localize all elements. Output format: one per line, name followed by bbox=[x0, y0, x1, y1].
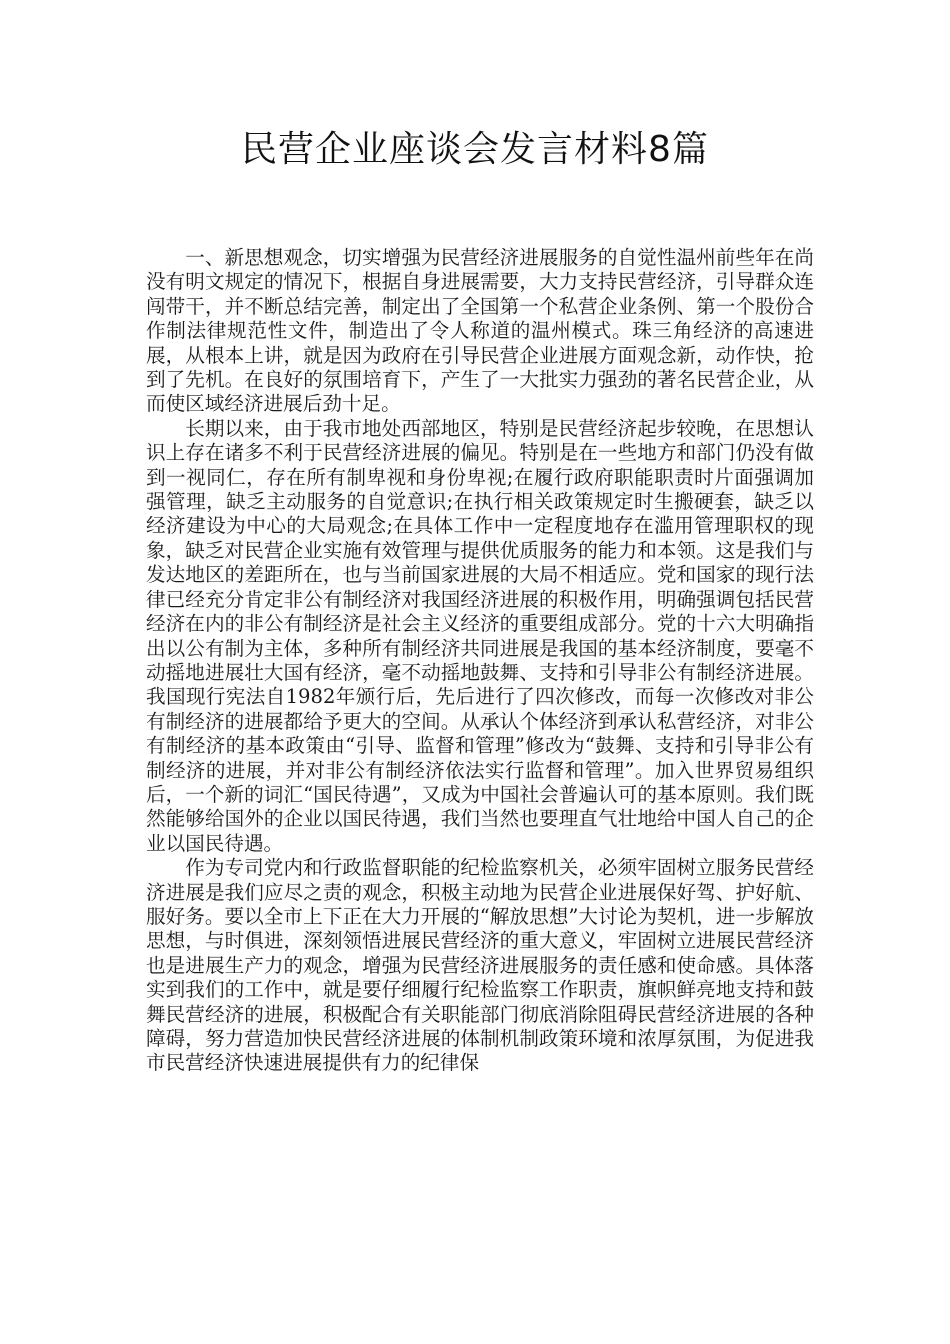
paragraph-2: 长期以来，由于我市地处西部地区，特别是民营经济起步较晚，在思想认识上存在诸多不利于民营经济进展的偏见。特别是在一些地方和部门仍没有做到一视同仁，存在所有制卑视和身份卑视;在履行政府职能职责时片面强调加强管理，缺乏主动服务的自觉意识;在执行相关政策规定时生搬硬套，缺乏以经济建设为中心的大局观念;在具体工作中一定程度地存在滥用管理职权的现象，缺乏对民营企业实施有效管理与提供优质服务的能力和本领。这是我们与发达地区的差距所在，也与当前国家进展的大局不相适应。党和国家的现行法律已经充分肯定非公有制经济对我国经济进展的积极作用，明确强调包括民营经济在内的非公有制经济是社会主义经济的重要组成部分。党的十六大明确指出以公有制为主体，多种所有制经济共同进展是我国的基本经济制度，要毫不动摇地进展壮大国有经济，毫不动摇地鼓舞、支持和引导非公有制经济进展。我国现行宪法自1982年颁行后，先后进行了四次修改，而每一次修改对非公有制经济的进展都给予更大的空间。从承认个体经济到承认私营经济，对非公有制经济的基本政策由“引导、监督和管理”修改为“鼓舞、支持和引导非公有制经济的进展，并对非公有制经济依法实行监督和管理”。加入世界贸易组织后，一个新的词汇“国民待遇”，又成为中国社会普遍认可的基本原则。我们既然能够给国外的企业以国民待遇，我们当然也要理直气壮地给中国人自己的企业以国民待遇。 bbox=[146, 416, 814, 855]
document-body bbox=[146, 246, 814, 1076]
paragraph-3: 作为专司党内和行政监督职能的纪检监察机关，必须牢固树立服务民营经济进展是我们应尽之责的观念，积极主动地为民营企业进展保好驾、护好航、服好务。要以全市上下正在大力开展的“解放思想”大讨论为契机，进一步解放思想，与时俱进，深刻领悟进展民营经济的重大意义，牢固树立进展民营经济也是进展生产力的观念，增强为民营经济进展服务的责任感和使命感。具体落实到我们的工作中，就是要仔细履行纪检监察工作职责，旗帜鲜亮地支持和鼓舞民营经济的进展，积极配合有关职能部门彻底消除阻碍民营经济进展的各种障碍，努力营造加快民营经济进展的体制机制政策环境和浓厚氛围，为促进我市民营经济快速进展提供有力的纪律保 bbox=[146, 856, 814, 1075]
paragraph-1: 一、新思想观念，切实增强为民营经济进展服务的自觉性温州前些年在尚没有明文规定的情况下，根据自身进展需要，大力支持民营经济，引导群众连闯带干，并不断总结完善，制定出了全国第一个私营企业条例、第一个股份合作制法律规范性文件，制造出了令人称道的温州模式。珠三角经济的高速进展，从根本上讲，就是因为政府在引导民营企业进展方面观念新，动作快，抢到了先机。在良好的氛围培育下，产生了一大批实力强劲的著名民营企业，从而使区域经济进展后劲十足。 bbox=[146, 246, 814, 416]
document-title: 民营企业座谈会发言材料8篇 bbox=[241, 129, 709, 170]
